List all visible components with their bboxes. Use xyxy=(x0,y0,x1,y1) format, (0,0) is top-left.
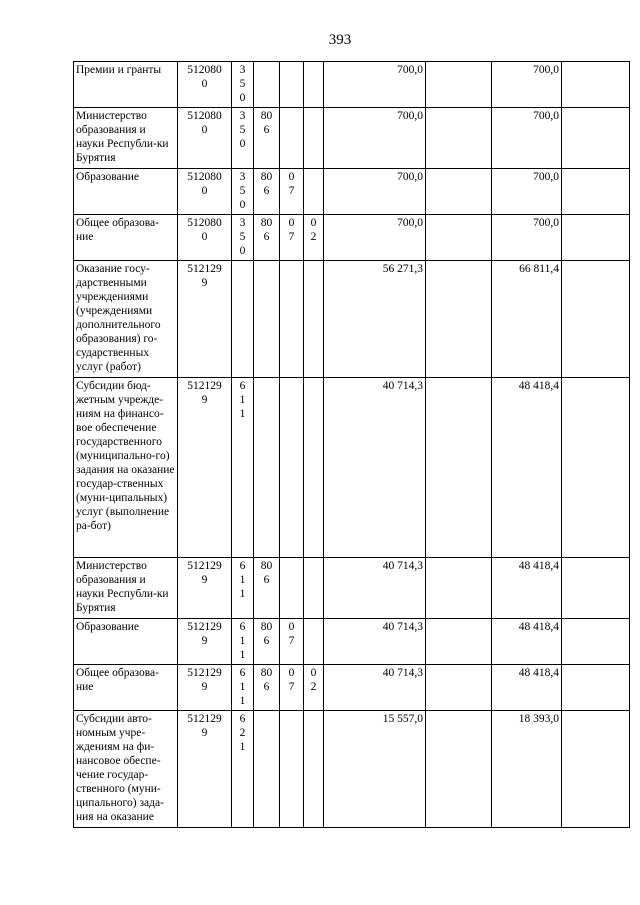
row-empty-cell xyxy=(426,619,492,665)
row-ministry-cell: 80 6 xyxy=(254,558,280,619)
table-body xyxy=(74,62,630,828)
row-code-cell: 512129 9 xyxy=(178,261,232,378)
row-ministry-cell xyxy=(254,62,280,108)
table-row xyxy=(74,261,630,378)
row-subsection-cell xyxy=(304,378,324,558)
row-name-cell: Образование xyxy=(74,169,178,215)
row-empty-cell xyxy=(562,619,630,665)
row-section-cell xyxy=(280,261,304,378)
row-ministry-cell: 80 6 xyxy=(254,108,280,169)
table-row xyxy=(74,665,630,711)
row-code-cell: 512129 9 xyxy=(178,665,232,711)
row-empty-cell xyxy=(562,62,630,108)
row-code-cell: 512129 9 xyxy=(178,558,232,619)
table-row xyxy=(74,169,630,215)
table-row xyxy=(74,619,630,665)
row-ministry-cell: 80 6 xyxy=(254,169,280,215)
row-expense-type-cell: 3 5 0 xyxy=(232,62,254,108)
row-amount-2-cell: 48 418,4 xyxy=(492,558,562,619)
row-subsection-cell xyxy=(304,108,324,169)
row-amount-2-cell: 700,0 xyxy=(492,62,562,108)
row-expense-type-cell: 6 2 1 xyxy=(232,711,254,828)
table-row xyxy=(74,378,630,558)
row-ministry-cell xyxy=(254,261,280,378)
row-empty-cell xyxy=(562,378,630,558)
row-expense-type-cell: 3 5 0 xyxy=(232,215,254,261)
row-ministry-cell xyxy=(254,711,280,828)
row-amount-2-cell: 66 811,4 xyxy=(492,261,562,378)
row-ministry-cell xyxy=(254,378,280,558)
row-expense-type-cell: 3 5 0 xyxy=(232,169,254,215)
table-row xyxy=(74,62,630,108)
table-row xyxy=(74,108,630,169)
row-code-cell: 512129 9 xyxy=(178,711,232,828)
row-empty-cell xyxy=(562,169,630,215)
row-amount-2-cell: 48 418,4 xyxy=(492,665,562,711)
row-empty-cell xyxy=(562,215,630,261)
row-ministry-cell: 80 6 xyxy=(254,619,280,665)
table-row xyxy=(74,558,630,619)
row-section-cell xyxy=(280,558,304,619)
row-section-cell: 0 7 xyxy=(280,169,304,215)
row-empty-cell xyxy=(426,261,492,378)
row-amount-1-cell: 700,0 xyxy=(324,62,426,108)
row-empty-cell xyxy=(426,558,492,619)
row-empty-cell xyxy=(426,711,492,828)
row-name-cell: Общее образова-ние xyxy=(74,215,178,261)
row-subsection-cell: 0 2 xyxy=(304,665,324,711)
row-empty-cell xyxy=(426,215,492,261)
row-empty-cell xyxy=(426,665,492,711)
row-code-cell: 512080 0 xyxy=(178,169,232,215)
budget-table xyxy=(73,61,630,828)
row-empty-cell xyxy=(426,108,492,169)
table-row xyxy=(74,711,630,828)
row-empty-cell xyxy=(426,378,492,558)
table-row xyxy=(74,215,630,261)
row-expense-type-cell: 6 1 1 xyxy=(232,558,254,619)
row-code-cell: 512080 0 xyxy=(178,108,232,169)
row-code-cell: 512080 0 xyxy=(178,62,232,108)
row-section-cell: 0 7 xyxy=(280,619,304,665)
row-empty-cell xyxy=(426,62,492,108)
row-ministry-cell: 80 6 xyxy=(254,215,280,261)
row-empty-cell xyxy=(426,169,492,215)
row-amount-2-cell: 700,0 xyxy=(492,215,562,261)
row-name-cell: Общее образова-ние xyxy=(74,665,178,711)
row-amount-2-cell: 700,0 xyxy=(492,169,562,215)
row-section-cell: 0 7 xyxy=(280,665,304,711)
row-name-cell: Субсидии бюд-жетным учрежде-ниям на финансо-вое обеспечение государственного (муниципально-го) задания на оказание государ-ственных (муни-ципальных) услуг (выполнение ра-бот) xyxy=(74,378,178,558)
row-amount-1-cell: 700,0 xyxy=(324,108,426,169)
row-subsection-cell xyxy=(304,261,324,378)
row-subsection-cell xyxy=(304,558,324,619)
row-amount-1-cell: 40 714,3 xyxy=(324,619,426,665)
row-name-cell: Министерство образования и науки Республи-ки Бурятия xyxy=(74,558,178,619)
row-section-cell xyxy=(280,108,304,169)
row-amount-2-cell: 700,0 xyxy=(492,108,562,169)
row-expense-type-cell: 3 5 0 xyxy=(232,108,254,169)
row-section-cell xyxy=(280,62,304,108)
row-amount-1-cell: 15 557,0 xyxy=(324,711,426,828)
row-name-cell: Премии и гранты xyxy=(74,62,178,108)
row-name-cell: Оказание госу-дарственными учреждениями (учреждениями дополнительного образования) го-сударственных услуг (работ) xyxy=(74,261,178,378)
row-amount-1-cell: 40 714,3 xyxy=(324,665,426,711)
row-amount-1-cell: 700,0 xyxy=(324,215,426,261)
row-amount-1-cell: 40 714,3 xyxy=(324,378,426,558)
row-code-cell: 512129 9 xyxy=(178,619,232,665)
row-name-cell: Министерство образования и науки Республи-ки Бурятия xyxy=(74,108,178,169)
row-name-cell: Субсидии авто-номным учре-ждениям на фи-нансовое обеспе-чение государ-ственного (муни-ципального) зада-ния на оказание xyxy=(74,711,178,828)
row-subsection-cell xyxy=(304,169,324,215)
row-empty-cell xyxy=(562,711,630,828)
row-subsection-cell: 0 2 xyxy=(304,215,324,261)
row-empty-cell xyxy=(562,665,630,711)
row-subsection-cell xyxy=(304,62,324,108)
row-expense-type-cell xyxy=(232,261,254,378)
page-number: 393 xyxy=(328,32,352,48)
row-amount-1-cell: 56 271,3 xyxy=(324,261,426,378)
row-code-cell: 512129 9 xyxy=(178,378,232,558)
row-subsection-cell xyxy=(304,711,324,828)
row-expense-type-cell: 6 1 1 xyxy=(232,619,254,665)
row-empty-cell xyxy=(562,261,630,378)
row-amount-2-cell: 48 418,4 xyxy=(492,619,562,665)
row-section-cell xyxy=(280,378,304,558)
row-amount-2-cell: 18 393,0 xyxy=(492,711,562,828)
row-empty-cell xyxy=(562,558,630,619)
row-amount-2-cell: 48 418,4 xyxy=(492,378,562,558)
row-subsection-cell xyxy=(304,619,324,665)
row-amount-1-cell: 700,0 xyxy=(324,169,426,215)
row-code-cell: 512080 0 xyxy=(178,215,232,261)
row-section-cell: 0 7 xyxy=(280,215,304,261)
row-expense-type-cell: 6 1 1 xyxy=(232,378,254,558)
row-expense-type-cell: 6 1 1 xyxy=(232,665,254,711)
row-section-cell xyxy=(280,711,304,828)
row-empty-cell xyxy=(562,108,630,169)
row-ministry-cell: 80 6 xyxy=(254,665,280,711)
row-name-cell: Образование xyxy=(74,619,178,665)
row-amount-1-cell: 40 714,3 xyxy=(324,558,426,619)
